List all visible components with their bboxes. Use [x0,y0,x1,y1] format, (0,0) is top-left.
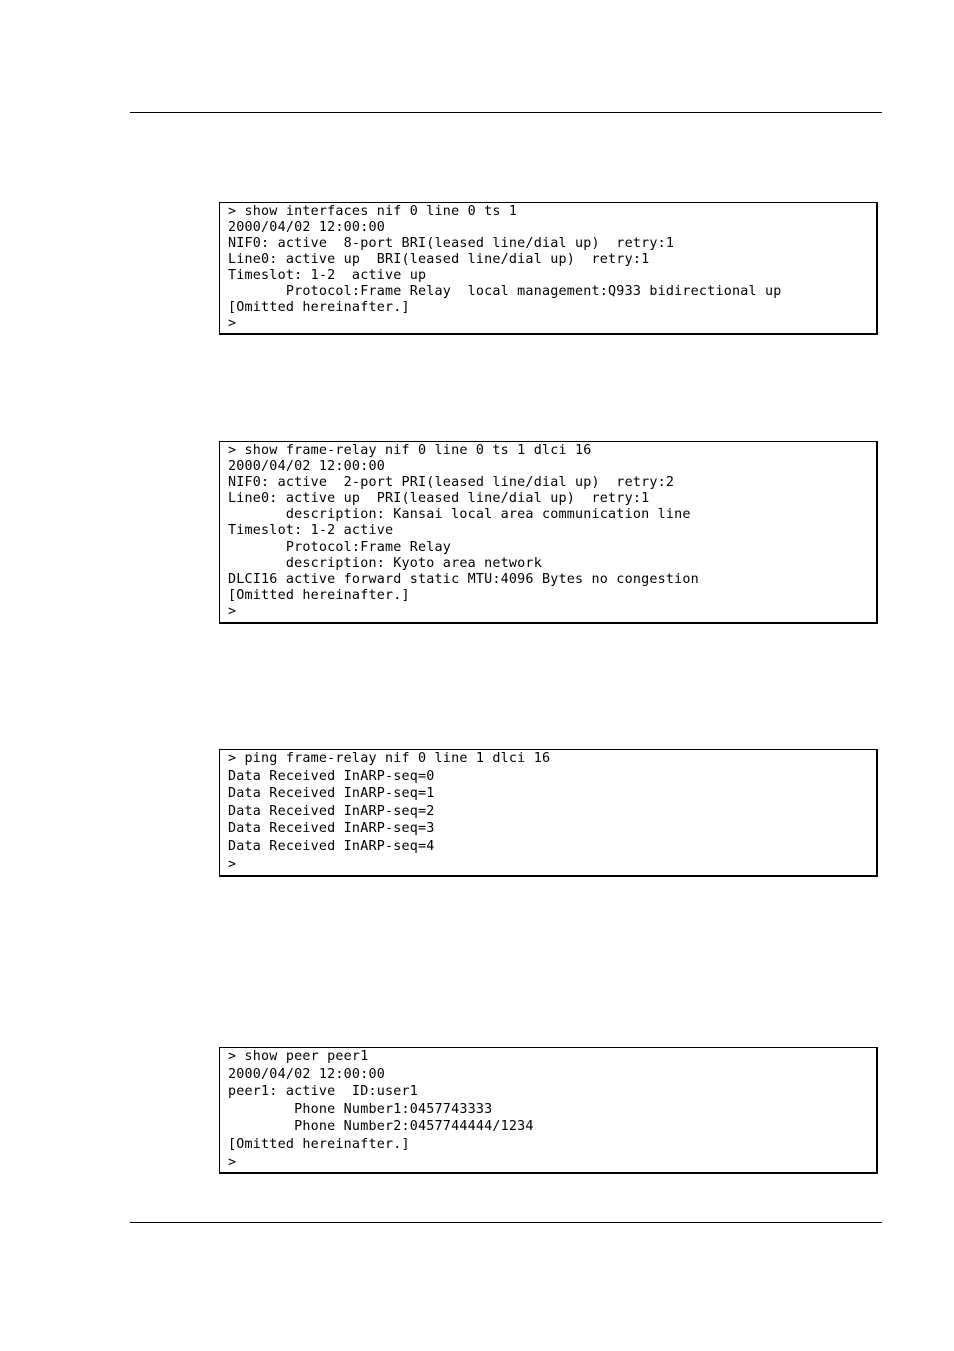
console-output-ping-frame-relay [219,749,878,877]
console-line: > show interfaces nif 0 line 0 ts 1 [228,204,518,219]
console-line: 2000/04/02 12:00:00 [228,220,385,235]
console-line: > show peer peer1 [228,1049,369,1064]
console-line: description: Kyoto area network [228,555,542,571]
console-line: Data Received InARP-seq=2 [228,803,435,819]
console-line: Timeslot: 1-2 active up [228,268,427,283]
console-line: [Omitted hereinafter.] [228,1136,410,1152]
console-line: Phone Number2:0457744444/1234 [228,1119,534,1135]
console-line: 2000/04/02 12:00:00 [228,459,385,475]
console-line: Data Received InARP-seq=1 [228,786,435,802]
console-line: Line0: active up PRI(leased line/dial up) retry:1 [228,491,650,507]
console-prompt: > [228,1154,237,1170]
console-line: NIF0: active 8-port BRI(leased line/dial up) retry:1 [228,236,675,251]
console-line: peer1: active ID:user1 [228,1084,419,1100]
console-line: NIF0: active 2-port PRI(leased line/dial up) retry:2 [228,475,675,491]
console-line: DLCI16 active forward static MTU:4096 Bytes no congestion [228,571,699,587]
console-output-show-frame-relay [219,441,878,624]
console-line: Protocol:Frame Relay local management:Q933 bidirectional up [228,284,782,299]
console-line: Line0: active up BRI(leased line/dial up) retry:1 [228,252,650,267]
console-line: Data Received InARP-seq=4 [228,838,435,854]
console-line: Data Received InARP-seq=0 [228,768,435,784]
console-line: > show frame-relay nif 0 line 0 ts 1 dlci 16 [228,443,592,458]
footer-rule [130,1222,882,1223]
header-rule [130,112,882,113]
console-line: > ping frame-relay nif 0 line 1 dlci 16 [228,751,551,766]
console-output-show-peer [219,1047,878,1174]
console-line: 2000/04/02 12:00:00 [228,1066,385,1082]
console-line: Protocol:Frame Relay [228,539,452,555]
console-line: [Omitted hereinafter.] [228,587,410,603]
console-line: Phone Number1:0457743333 [228,1101,493,1117]
console-line: Data Received InARP-seq=3 [228,821,435,837]
console-prompt: > [228,603,237,619]
console-line: [Omitted hereinafter.] [228,300,410,315]
console-prompt: > [228,856,237,872]
console-prompt: > [228,316,237,331]
console-output-show-interfaces [219,202,878,335]
console-line: Timeslot: 1-2 active [228,523,394,539]
console-line: description: Kansai local area communication line [228,507,691,523]
